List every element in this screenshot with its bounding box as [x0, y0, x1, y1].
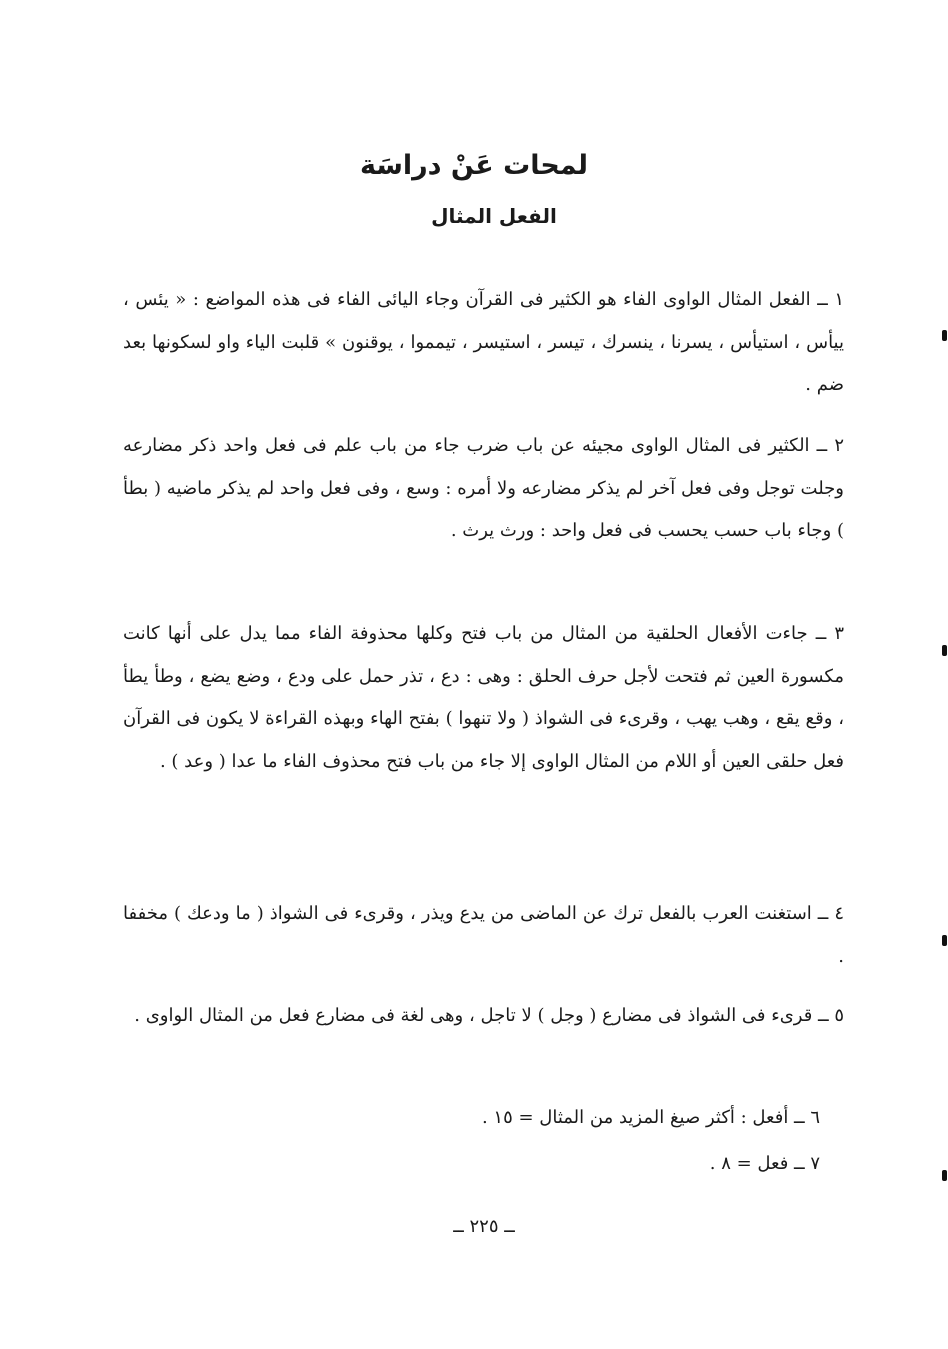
paragraph-5: ٥ ــ قرىء فى الشواذ فى مضارع ( وجل ) لا تاجل ، وهى لغة فى مضارع فعل من المثال الواوى .	[134, 1005, 844, 1026]
scan-edge-mark	[942, 1170, 947, 1181]
page-subtitle: الفعل المثال	[431, 204, 557, 228]
paragraph-2: ٢ ــ الكثير فى المثال الواوى مجيئه عن باب ضرب جاء من باب علم فى فعل واحد ذكر مضارعه وجلت توجل وفى فعل آخر لم يذكر مضارعه ولا أمره : وسع ، وفى فعل واحد لم يذكر ماضيه ( بطأ ) وجاء باب حسب يحسب فى فعل واحد : ورث يرث .	[123, 435, 844, 541]
paragraph-1: ١ ــ الفعل المثال الواوى الفاء هو الكثير فى القرآن وجاء اليائى الفاء فى هذه المواضع : « يئس ، ييأس ، استيأس ، يسرنا ، ينسرك ، تيسر ، استيسر ، تيمموا ، يوقنون » قلبت الياء واو لسكونها بعد ضم .	[123, 289, 844, 395]
scan-edge-mark	[942, 330, 947, 341]
paragraph-3: ٣ ــ جاءت الأفعال الحلقية من المثال من باب فتح وكلها محذوفة الفاء مما يدل على أنها كانت مكسورة العين ثم فتحت لأجل حرف الحلق : وهى : دع ، تذر حمل على ودع ، وضع يضع ، وطأ يطأ ، وقع يقع ، وهب يهب ، وقرىء فى الشواذ ( ولا تنهوا ) بفتح الهاء وبهذه القراءة لا يكون فى القرآن فعل حلقى العين أو اللام من المثال الواوى إلا جاء من باب فتح محذوف الفاء ما عدا ( وعد ) .	[123, 623, 844, 772]
page-title: لمحات عَنْ دراسَة	[359, 150, 589, 181]
scan-edge-mark	[942, 935, 947, 946]
paragraph-6: ٦ ــ أفعل : أكثر صيغ المزيد من المثال = ١٥ .	[481, 1107, 820, 1128]
paragraph-7: ٧ ــ فعل = ٨ .	[709, 1153, 820, 1174]
paragraph-4: ٤ ــ استغنت العرب بالفعل ترك عن الماضى من يدع ويذر ، وقرىء فى الشواذ ( ما ودعك ) مخففا .	[123, 903, 844, 967]
page-number: ــ ٢٢٥ ــ	[453, 1216, 515, 1237]
scan-edge-mark	[942, 645, 947, 656]
